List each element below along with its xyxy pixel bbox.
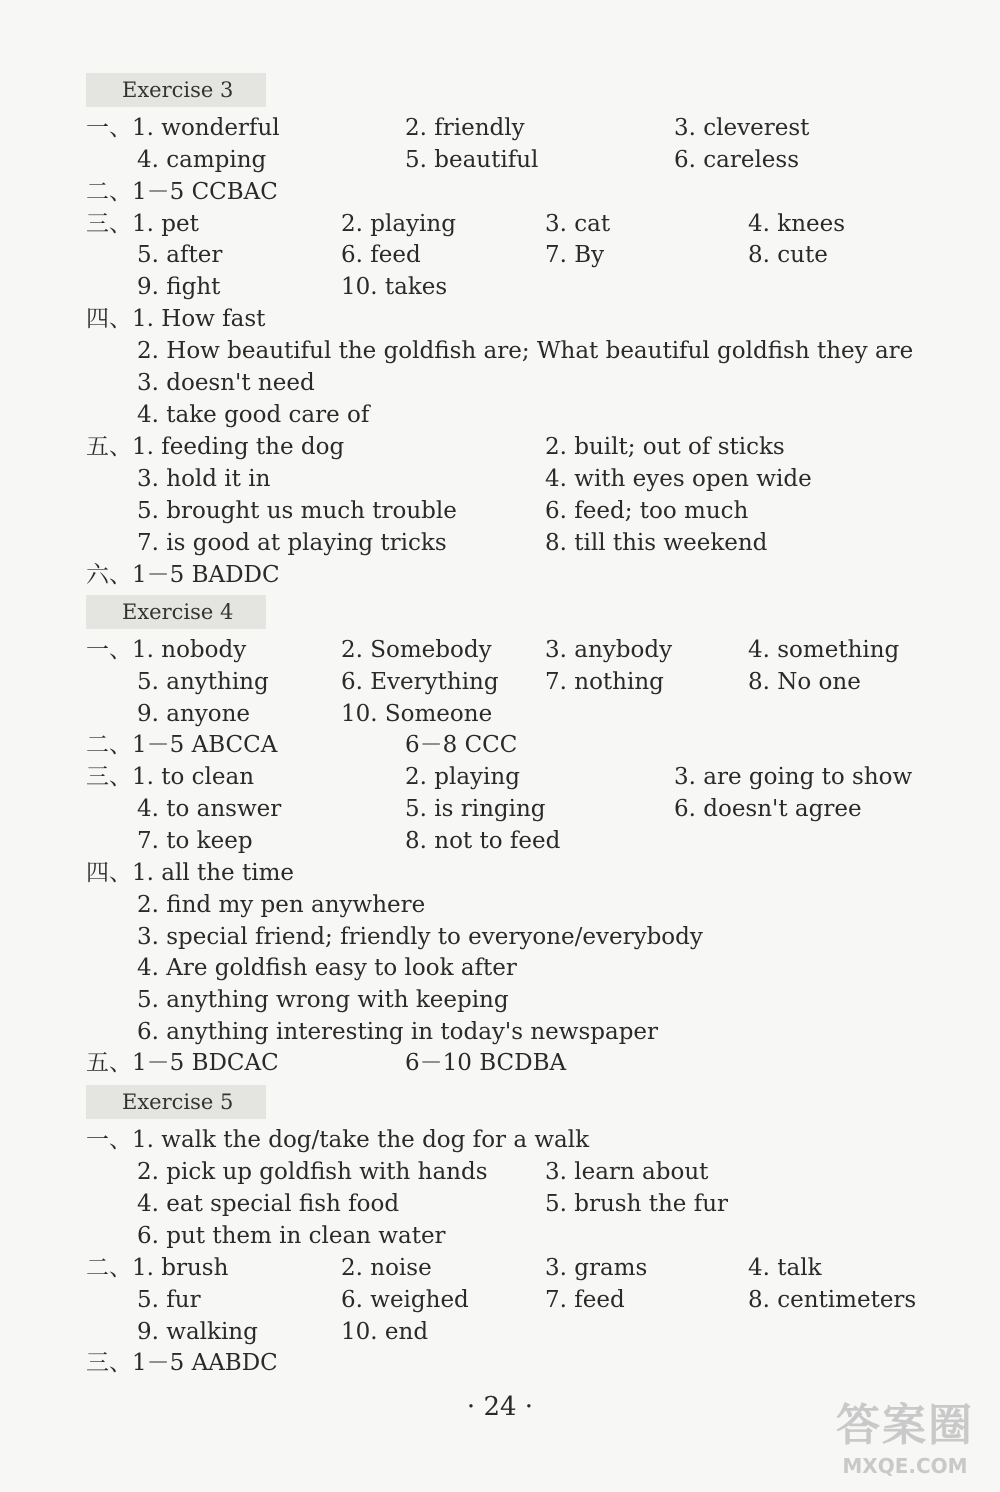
answer-line: 5. is ringing [405, 796, 546, 822]
answer-line: 2. playing [341, 211, 456, 237]
answer-line: 3. cat [545, 211, 611, 237]
answer-line: 2. playing [405, 764, 520, 790]
answer-line: 9. walking [137, 1319, 258, 1345]
answer-line: 2. built; out of sticks [545, 434, 785, 460]
answer-line: 7. feed [545, 1287, 625, 1313]
answer-line: 2. pick up goldfish with hands [137, 1159, 488, 1185]
page-number: · 24 · [466, 1392, 534, 1422]
answer-line: 二、1－5 CCBAC [86, 179, 278, 205]
answer-line: 3. hold it in [137, 466, 271, 492]
watermark-logo-text: 答案圈 [836, 1400, 974, 1451]
answer-line: 3. learn about [545, 1159, 709, 1185]
answer-line: 三、1. to clean [86, 764, 255, 790]
watermark-site: MXQE.COM [842, 1454, 968, 1478]
answer-line: 3. anybody [545, 637, 673, 663]
answer-line: 3. grams [545, 1255, 648, 1281]
answer-line: 三、1－5 AABDC [86, 1350, 278, 1376]
answer-line: 四、1. all the time [86, 860, 294, 886]
answer-line: 8. centimeters [748, 1287, 917, 1313]
answer-line: 三、1. pet [86, 211, 199, 237]
answer-line: 二、1－5 ABCCA [86, 732, 278, 758]
answer-line: 4. with eyes open wide [545, 466, 812, 492]
answer-line: 6－10 BCDBA [405, 1050, 567, 1076]
answer-line: 3. cleverest [674, 115, 810, 141]
answer-line: 4. Are goldfish easy to look after [137, 955, 517, 981]
answer-line: 四、1. How fast [86, 306, 266, 332]
answer-line: 6. careless [674, 147, 800, 173]
answer-line: 10. Someone [341, 701, 493, 727]
answer-line: 6. anything interesting in today's newspaper [137, 1019, 659, 1045]
answer-line: 7. is good at playing tricks [137, 530, 447, 556]
answer-line: 4. to answer [137, 796, 282, 822]
answer-line: 5. fur [137, 1287, 201, 1313]
answer-line: 4. eat special fish food [137, 1191, 400, 1217]
answer-line: 8. till this weekend [545, 530, 768, 556]
answer-line: 9. anyone [137, 701, 251, 727]
answer-line: 10. end [341, 1319, 429, 1345]
answer-line: 4. knees [748, 211, 846, 237]
answer-line: 3. doesn't need [137, 370, 315, 396]
exercise-title: Exercise 5 [122, 1090, 234, 1114]
answer-line: 4. take good care of [137, 402, 370, 428]
answer-line: 一、1. walk the dog/take the dog for a walk [86, 1127, 590, 1153]
answer-line: 2. find my pen anywhere [137, 892, 426, 918]
exercise-title: Exercise 3 [122, 78, 234, 102]
answer-line: 7. By [545, 242, 605, 268]
answer-line: 3. are going to show [674, 764, 913, 790]
answer-line: 6. weighed [341, 1287, 469, 1313]
answer-line: 一、1. nobody [86, 637, 247, 663]
answer-line: 2. Somebody [341, 637, 492, 663]
answer-line: 5. after [137, 242, 223, 268]
answer-line: 5. anything [137, 669, 269, 695]
answer-line: 五、1－5 BDCAC [86, 1050, 279, 1076]
exercise-5-header [86, 1085, 266, 1119]
answer-line: 6－8 CCC [405, 732, 518, 758]
answer-line: 6. doesn't agree [674, 796, 862, 822]
answer-line: 10. takes [341, 274, 448, 300]
answer-line: 4. talk [748, 1255, 822, 1281]
answer-line: 5. brush the fur [545, 1191, 729, 1217]
exercise-title: Exercise 4 [122, 600, 234, 624]
answer-line: 6. put them in clean water [137, 1223, 446, 1249]
answer-line: 3. special friend; friendly to everyone/everybody [137, 924, 703, 950]
answer-line: 6. Everything [341, 669, 499, 695]
watermark-logo [820, 1398, 990, 1488]
answer-line: 2. noise [341, 1255, 432, 1281]
answer-line: 4. something [748, 637, 900, 663]
answer-line: 7. to keep [137, 828, 253, 854]
answer-line: 6. feed; too much [545, 498, 749, 524]
answer-line: 8. No one [748, 669, 861, 695]
answer-line: 五、1. feeding the dog [86, 434, 345, 460]
exercise-4-header [86, 595, 266, 629]
answer-line: 5. brought us much trouble [137, 498, 457, 524]
answer-line: 8. cute [748, 242, 828, 268]
answer-line: 8. not to feed [405, 828, 561, 854]
answer-line: 5. anything wrong with keeping [137, 987, 509, 1013]
answer-line: 9. fight [137, 274, 221, 300]
answer-line: 2. friendly [405, 115, 525, 141]
exercise-3-header [86, 73, 266, 107]
answer-line: 一、1. wonderful [86, 115, 280, 141]
answer-line: 5. beautiful [405, 147, 539, 173]
answer-line: 二、1. brush [86, 1255, 229, 1281]
answer-line: 7. nothing [545, 669, 664, 695]
answer-line: 2. How beautiful the goldfish are; What beautiful goldfish they are [137, 338, 914, 364]
answer-line: 6. feed [341, 242, 421, 268]
answer-line: 4. camping [137, 147, 267, 173]
answer-line: 六、1－5 BADDC [86, 562, 280, 588]
